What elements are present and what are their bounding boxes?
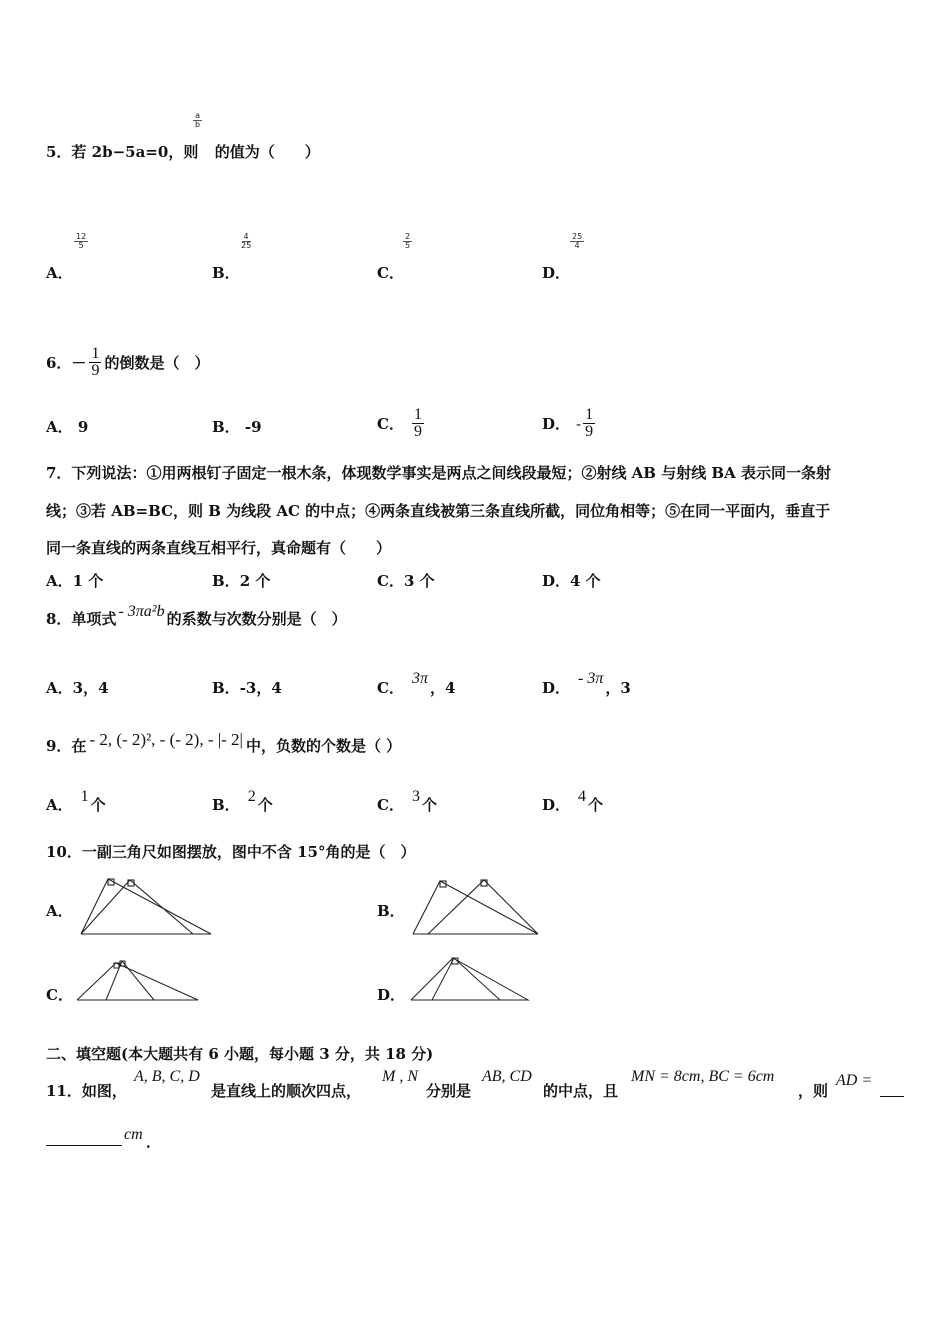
q7-option-a-label: A． <box>46 572 73 590</box>
q11-text-2: 分别是 <box>426 1082 472 1100</box>
q5-option-d-label: D． <box>542 264 571 282</box>
q11-ask: AD = <box>836 1072 873 1089</box>
q9-option-a-num: 1 <box>80 788 89 805</box>
q7-option-b <box>212 570 270 591</box>
q6-option-c <box>377 407 424 440</box>
q8-stem-prefix: 8．单项式 <box>46 610 117 628</box>
q6-option-d-label: D． <box>542 415 571 433</box>
q7-option-c-label: C． <box>377 572 404 590</box>
q6-option-c-den: 9 <box>413 423 422 440</box>
q10-option-a-figure <box>78 876 214 938</box>
q11-text-4: ，则 <box>798 1082 829 1100</box>
q10-option-c-label: C． <box>46 986 73 1004</box>
q11-text-3: 的中点，且 <box>543 1082 619 1100</box>
q5-option-d-num: 25 <box>572 232 583 241</box>
q11-condition: MN = 8cm, BC = 6cm <box>631 1068 775 1085</box>
q7-option-c <box>377 570 435 591</box>
q5-option-d-fraction <box>570 233 584 250</box>
q8-option-b-text: -3，4 <box>239 679 282 697</box>
q7-option-a <box>46 570 103 591</box>
q8-option-a-label: A． <box>46 679 73 697</box>
q5-option-c-den: 5 <box>405 241 411 250</box>
q11-text-1: 是直线上的顺次四点， <box>211 1082 362 1100</box>
q6-stem <box>46 346 209 379</box>
q8-option-c-label: C． <box>377 679 404 697</box>
q11-unit: cm <box>124 1126 143 1143</box>
q5-option-b-num: 4 <box>243 232 249 241</box>
q10-option-c-figure <box>74 958 202 1004</box>
q5-stem-suffix: 的值为（ ） <box>214 143 320 161</box>
q6-option-b-label: B． <box>212 418 240 436</box>
q8-option-b-label: B． <box>212 679 240 697</box>
q9-option-d-label: D． <box>542 796 571 814</box>
q9-option-a <box>46 788 106 815</box>
q8-option-d-math: - 3π <box>578 670 604 687</box>
q9-option-c-label: C． <box>377 796 404 814</box>
q8-option-a <box>46 677 109 698</box>
q6-option-d <box>542 407 595 440</box>
q8-option-c-math: 3π <box>411 670 428 687</box>
q11-segments: AB, CD <box>482 1068 532 1085</box>
q7-line-1: 7．下列说法：①用两根钉子固定一根木条，体现数学事实是两点之间线段最短；②射线 AB 与射线 BA 表示同一条射 <box>46 464 831 482</box>
q9-number-set: - 2, (- 2)², - (- 2), - |- 2| <box>89 730 243 749</box>
q5-expr-fraction <box>193 112 202 129</box>
q5-option-a-fraction <box>74 233 88 250</box>
q8-option-c <box>377 670 456 698</box>
q9-option-c-unit: 个 <box>421 796 437 814</box>
q8-option-a-text: 3，4 <box>72 679 109 697</box>
q10-option-a-label: A． <box>46 902 73 920</box>
q6-fraction <box>89 346 101 379</box>
q7-option-d <box>542 570 601 591</box>
q5-expr-den: b <box>195 120 201 129</box>
q7-option-d-text: 4 个 <box>570 572 601 590</box>
q11-points: A, B, C, D <box>134 1068 200 1085</box>
q9-option-b-num: 2 <box>247 788 256 805</box>
q6-option-d-fraction <box>583 407 595 440</box>
q9-stem-prefix: 9．在 <box>46 737 87 755</box>
q9-option-b <box>212 788 273 815</box>
q6-option-d-num: 1 <box>585 406 594 423</box>
q8-monomial: - 3πa²b <box>118 603 165 620</box>
q6-option-c-label: C． <box>377 415 404 433</box>
q6-option-c-num: 1 <box>413 406 422 423</box>
q5-option-c-fraction <box>403 233 412 250</box>
q5-option-b-den: 25 <box>241 241 252 250</box>
q9-option-d-num: 4 <box>578 788 587 805</box>
q10-option-b-label: B． <box>377 902 405 920</box>
q6-option-c-fraction <box>412 407 424 440</box>
q5-expr-num: a <box>195 111 200 120</box>
q5-option-c-label: C． <box>377 264 404 282</box>
q8-option-d-label: D． <box>542 679 571 697</box>
q9-option-d <box>542 788 604 815</box>
q7-option-d-label: D． <box>542 572 571 590</box>
q10-option-b-figure <box>410 876 542 938</box>
q6-option-a <box>46 416 88 437</box>
q9-stem <box>46 730 402 756</box>
q5-option-a-num: 12 <box>76 232 87 241</box>
q6-stem-suffix: 的倒数是（ ） <box>104 354 210 372</box>
q8-option-d <box>542 670 631 698</box>
q11-prefix: 11．如图， <box>46 1082 127 1100</box>
q5-option-d-den: 4 <box>574 241 580 250</box>
q6-fraction-num: 1 <box>91 345 100 362</box>
q10-stem: 10．一副三角尺如图摆放，图中不含 15°角的是（ ） <box>46 843 416 861</box>
q6-option-a-label: A． <box>46 418 73 436</box>
q6-option-b <box>212 416 262 437</box>
q6-option-d-sign: - <box>576 414 582 433</box>
q5-option-a-den: 5 <box>78 241 84 250</box>
q9-option-a-unit: 个 <box>90 796 106 814</box>
q5-option-b-fraction <box>239 233 253 250</box>
q8-option-c-text: ，4 <box>429 679 456 697</box>
q8-option-b <box>212 677 282 698</box>
q9-option-b-label: B． <box>212 796 240 814</box>
q8-option-d-text: ，3 <box>605 679 631 697</box>
q9-option-b-unit: 个 <box>257 796 273 814</box>
q5-stem <box>46 141 320 162</box>
q11-answer-blank-1[interactable] <box>880 1096 904 1097</box>
q6-option-b-value: -9 <box>244 418 262 436</box>
q7-option-b-text: 2 个 <box>239 572 271 590</box>
q10-option-d-label: D． <box>377 986 406 1004</box>
q5-option-c-num: 2 <box>405 232 411 241</box>
q5-option-a-label: A． <box>46 264 73 282</box>
q9-option-a-label: A． <box>46 796 73 814</box>
q6-fraction-den: 9 <box>91 362 100 379</box>
q6-option-a-value: 9 <box>77 418 89 436</box>
q6-stem-prefix: 6．－ <box>46 354 87 372</box>
q9-option-d-unit: 个 <box>588 796 604 814</box>
q9-option-c <box>377 788 437 815</box>
q7-line-3: 同一条直线的两条直线互相平行，真命题有（ ） <box>46 539 392 557</box>
q7-line-2: 线；③若 AB=BC，则 B 为线段 AC 的中点；④两条直线被第三条直线所截，同位角相等；⑤在同一平面内，垂直于 <box>46 502 831 520</box>
q11-end: ． <box>146 1133 162 1151</box>
q6-option-d-den: 9 <box>585 423 594 440</box>
section-2-heading: 二、填空题(本大题共有 6 小题，每小题 3 分，共 18 分) <box>46 1045 434 1063</box>
q10-option-d-figure <box>408 954 532 1004</box>
q7-option-c-text: 3 个 <box>403 572 435 590</box>
q8-stem-suffix: 的系数与次数分别是（ ） <box>166 610 347 628</box>
q5-option-b-label: B． <box>212 264 240 282</box>
q9-option-c-num: 3 <box>411 788 420 805</box>
q11-answer-blank-2[interactable] <box>46 1145 122 1146</box>
q7-option-b-label: B． <box>212 572 240 590</box>
q8-stem <box>46 603 347 629</box>
q9-stem-suffix: 中，负数的个数是（ ） <box>245 737 402 755</box>
q5-stem-prefix: 5．若 2b−5a=0，则 <box>46 143 199 161</box>
q11-mn: M , N <box>382 1068 418 1085</box>
q7-option-a-text: 1 个 <box>72 572 104 590</box>
